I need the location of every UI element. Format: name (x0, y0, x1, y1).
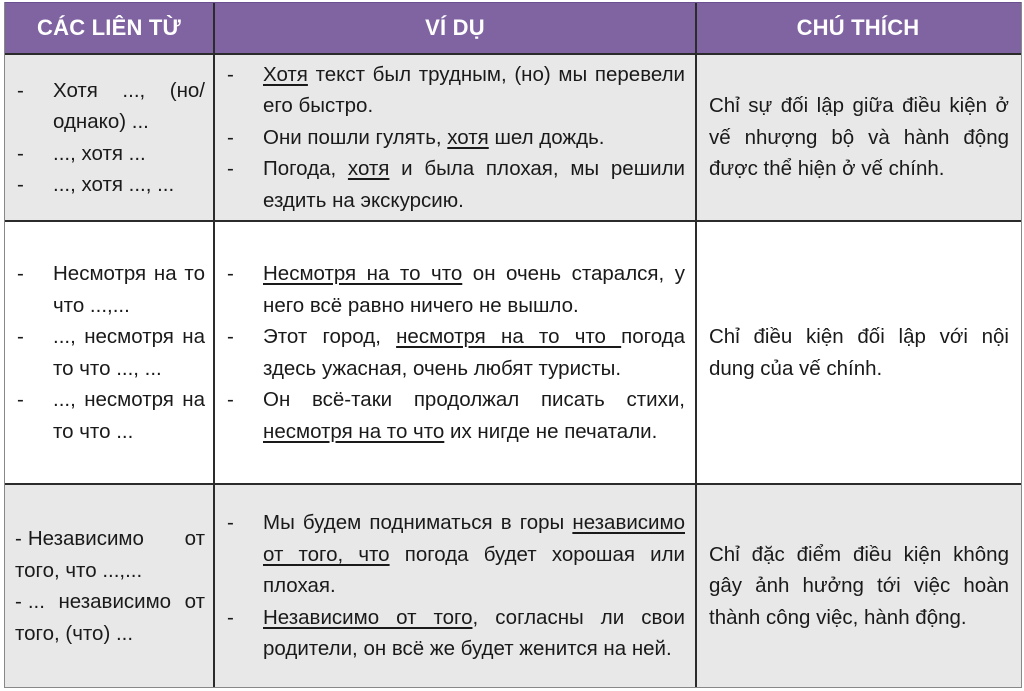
bullet-dash: - (17, 325, 24, 348)
example-after: погода здесь ужасная, очень любят туристы. (263, 325, 686, 380)
example-after: текст был трудным, (но) мы перевели его быстро. (263, 62, 685, 118)
table-header-row (5, 2, 1021, 55)
header-conjunctions: CÁC LIÊN TỪ (5, 3, 215, 53)
list-item (15, 586, 205, 649)
example-text (263, 384, 685, 447)
table-row (5, 55, 1021, 222)
note-text: Chỉ đặc điểm điều kiện không gây ảnh hưởng tới việc hoàn thành công việc, hành động. (709, 542, 1009, 629)
note-text: Chỉ điều kiện đối lập với nội dung của vế chính. (709, 325, 1009, 380)
example-keyword: независимо от того, что (263, 511, 685, 566)
conjunction-text: ... независимо от того, (что) ... (15, 590, 205, 645)
example-keyword: Несмотря на то что (263, 262, 463, 285)
list-item (225, 153, 685, 216)
example-before: Погода, (263, 157, 348, 181)
list-item (225, 59, 685, 122)
example-keyword: хотя (347, 157, 390, 181)
note-cell (697, 485, 1019, 687)
example-keyword: несмотря на то что (263, 419, 445, 443)
list-item (225, 258, 685, 321)
example-after: шел дождь. (488, 125, 605, 149)
example-text (263, 321, 685, 384)
example-after: погода будет хорошая или плохая. (263, 542, 686, 598)
bullet-dash: - (17, 262, 24, 285)
example-before: Этот город, (263, 325, 397, 348)
example-text (263, 258, 685, 321)
bullet-dash: - (17, 173, 24, 196)
bullet-dash: - (17, 78, 24, 102)
conjunction-text: Несмотря на то что ...,... (53, 262, 205, 317)
example-after: , согласны ли свои родители, он всё же будет женится на ней. (263, 605, 685, 661)
conjunction-text: ..., несмотря на то что ... (53, 388, 205, 443)
example-before: Они пошли гулять, (263, 125, 448, 149)
table-row (5, 485, 1021, 687)
conjunctions-cell (5, 485, 215, 687)
table-row (5, 222, 1021, 485)
bullet-dash: - (15, 590, 22, 613)
conjunction-text: Независимо от того, что ...,... (15, 527, 205, 582)
bullet-dash: - (227, 262, 234, 285)
list-item (15, 75, 205, 138)
list-item (225, 321, 685, 384)
list-item (15, 321, 205, 384)
conjunctions-table (4, 2, 1022, 688)
example-keyword: хотя (447, 125, 489, 149)
list-item (15, 258, 205, 321)
bullet-dash: - (227, 605, 234, 629)
list-item (15, 523, 205, 586)
bullet-dash: - (227, 325, 234, 348)
list-item (225, 602, 685, 665)
bullet-dash: - (227, 157, 234, 181)
list-item (225, 384, 685, 447)
conjunctions-cell (5, 222, 215, 483)
example-after: их нигде не печатали. (444, 419, 658, 443)
header-notes: CHÚ THÍCH (796, 15, 920, 40)
list-item (15, 169, 205, 201)
example-after: и была плохая, мы решили ездить на экскурсию. (263, 157, 686, 212)
header-examples: VÍ DỤ (215, 3, 697, 53)
conjunction-text: ..., хотя ... (53, 141, 146, 165)
example-before: Мы будем подниматься в горы (263, 511, 573, 535)
conjunction-text: ..., хотя ..., ... (53, 173, 175, 196)
example-after: он очень старался, у него всё равно ничего не вышло. (263, 262, 685, 317)
example-keyword: Хотя (263, 62, 308, 86)
bullet-dash: - (227, 125, 234, 149)
bullet-dash: - (17, 141, 24, 165)
bullet-dash: - (227, 388, 234, 411)
example-keyword: Независимо от того (263, 605, 473, 629)
list-item (15, 138, 205, 170)
example-text (263, 602, 685, 665)
note-cell (697, 55, 1019, 220)
examples-cell (215, 55, 697, 220)
example-text (263, 153, 685, 216)
bullet-dash: - (17, 388, 24, 411)
note-text: Chỉ sự đối lập giữa điều kiện ở vế nhượng bộ và hành động được thể hiện ở vế chính. (709, 94, 1009, 181)
bullet-dash: - (227, 511, 234, 535)
bullet-dash: - (15, 527, 22, 550)
list-item (15, 384, 205, 447)
example-before: Он всё-таки продолжал писать стихи, (263, 388, 685, 411)
example-keyword: несмотря на то что (396, 325, 622, 348)
example-text (263, 122, 685, 154)
bullet-dash: - (227, 62, 234, 86)
example-text (263, 507, 685, 602)
conjunctions-cell (5, 55, 215, 220)
examples-cell (215, 485, 697, 687)
conjunction-text: Хотя ..., (но/ однако) ... (53, 78, 205, 133)
list-item (225, 122, 685, 154)
note-cell (697, 222, 1019, 483)
list-item (225, 507, 685, 602)
conjunction-text: ..., несмотря на то что ..., ... (53, 325, 205, 380)
example-text (263, 59, 685, 122)
examples-cell (215, 222, 697, 483)
